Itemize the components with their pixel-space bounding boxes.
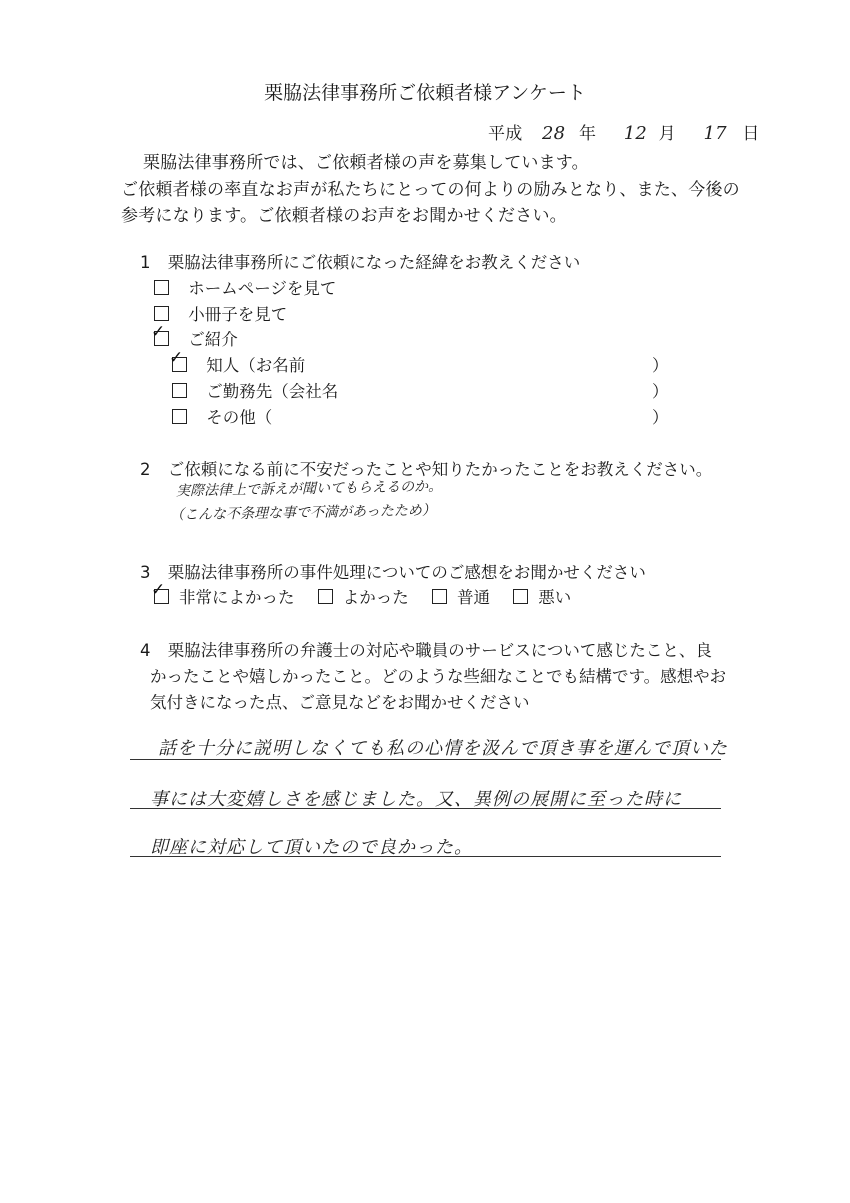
checkbox-bad[interactable] [513, 589, 528, 604]
date-month: 12 [623, 123, 648, 144]
q3-number: 3 [140, 563, 151, 582]
q4-answer-line-3: 即座に対応して頂いたので良かった。 [150, 837, 473, 858]
q3-option-very-good[interactable] [151, 580, 295, 608]
date-month-label: 月 [658, 124, 676, 144]
check-mark-icon: ✓ [151, 322, 166, 342]
checkbox-average[interactable] [432, 589, 447, 604]
check-mark-icon: ✓ [151, 580, 166, 600]
q1-sub-other[interactable] [172, 404, 272, 428]
intro-line-3: 参考になります。ご依頼者様のお声をお聞かせください。 [121, 206, 567, 226]
q1-sub-workplace-close: ） [652, 382, 669, 401]
q1-sub-workplace[interactable] [172, 378, 338, 402]
option-label: その他（ [206, 408, 273, 427]
q2-text: ご依頼になる前に不安だったことや知りたかったことをお教えください。 [167, 460, 713, 479]
option-label: 非常によかった [179, 588, 295, 607]
q4-heading [140, 637, 712, 661]
q1-text: 栗脇法律事務所にご依頼になった経緯をお教えください [167, 253, 581, 272]
q3-heading [140, 559, 646, 583]
option-label: 知人（お名前 [206, 356, 306, 375]
q3-option-average[interactable] [432, 584, 490, 608]
q1-option-booklet[interactable] [154, 301, 287, 325]
option-label: 悪い [538, 588, 572, 607]
q1-heading [140, 249, 580, 273]
q1-sub-other-close: ） [652, 408, 669, 427]
checkbox-booklet[interactable] [154, 306, 169, 321]
q1-number: 1 [140, 253, 151, 272]
intro-line-2: ご依頼者様の率直なお声が私たちにとっての何よりの励みとなり、また、今後の [121, 180, 740, 200]
answer-rule-3 [130, 856, 721, 857]
date-year: 28 [542, 123, 566, 144]
q4-answer-line-2: 事には大変嬉しさを感じました。又、異例の展開に至った時に [150, 789, 682, 810]
date-day-label: 日 [742, 124, 760, 144]
q1-sub-acquaintance-close: ） [652, 356, 669, 375]
answer-rule-2 [130, 808, 721, 809]
q4-text-line-2: かったことや嬉しかったこと。どのような些細なことでも結構です。感想やお [150, 667, 727, 686]
q3-option-bad[interactable] [513, 584, 571, 608]
q2-number: 2 [140, 460, 151, 479]
option-label: ご紹介 [188, 330, 238, 349]
q4-answer-line-1: 話を十分に説明しなくても私の心情を汲んで頂き事を運んで頂いた [158, 738, 728, 759]
q3-options [151, 580, 589, 608]
form-title: 栗脇法律事務所ご依頼者様アンケート [264, 82, 586, 104]
q3-text: 栗脇法律事務所の事件処理についてのご感想をお聞かせください [167, 563, 646, 582]
check-mark-icon: ✓ [169, 348, 184, 368]
date-line [488, 119, 760, 144]
q1-option-homepage[interactable] [154, 275, 336, 299]
q4-text-line-3: 気付きになった点、ご意見などをお聞かせください [150, 693, 530, 712]
option-label: ご勤務先（会社名 [206, 382, 339, 401]
q1-option-referral[interactable] [151, 322, 238, 350]
option-label: よかった [342, 588, 409, 607]
checkbox-very-good[interactable] [151, 580, 169, 604]
answer-rule-1 [130, 759, 721, 760]
date-day: 17 [703, 123, 727, 144]
q1-sub-acquaintance[interactable] [169, 348, 306, 376]
checkbox-good[interactable] [318, 589, 333, 604]
q4-text-line-1: 栗脇法律事務所の弁護士の対応や職員のサービスについて感じたこと、良 [167, 641, 712, 660]
checkbox-acquaintance[interactable] [169, 348, 187, 372]
q2-answer-line-2: （こんな不条理な事で不満があったため） [169, 502, 436, 524]
date-era: 平成 [488, 124, 523, 144]
checkbox-workplace[interactable] [172, 383, 187, 398]
q4-number: 4 [140, 641, 151, 660]
q2-answer-line-1: 実際法律上で訴えが聞いてもらえるのか。 [175, 478, 443, 500]
option-label: ホームページを見て [188, 279, 337, 298]
date-year-label: 年 [578, 124, 597, 144]
intro-line-1: 栗脇法律事務所では、ご依頼者様の声を募集しています。 [143, 153, 589, 173]
checkbox-other[interactable] [172, 409, 187, 424]
checkbox-referral[interactable] [151, 322, 169, 346]
option-label: 普通 [457, 588, 490, 607]
checkbox-homepage[interactable] [154, 280, 169, 295]
option-label: 小冊子を見て [188, 305, 288, 324]
q3-option-good[interactable] [318, 584, 409, 608]
